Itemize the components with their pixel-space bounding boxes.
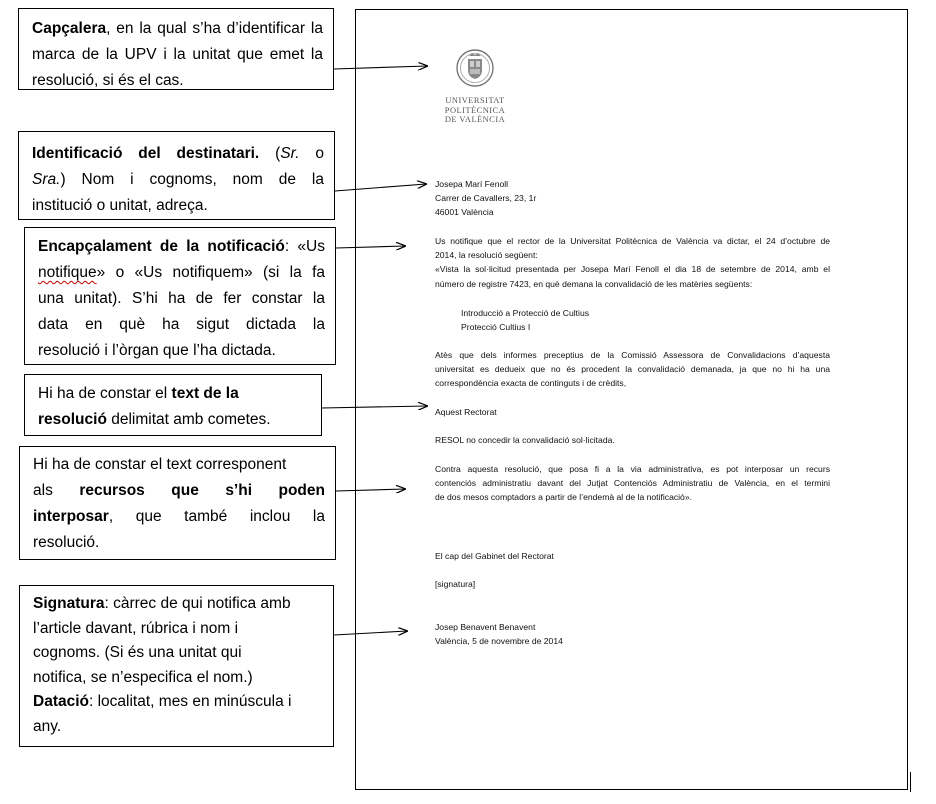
term-bold: interposar bbox=[33, 508, 109, 525]
annotation-text-box bbox=[24, 374, 322, 436]
text-run: : «Us bbox=[284, 238, 325, 255]
annotation-line: notifica, se n’especifica el nom.) bbox=[33, 668, 253, 686]
notification-intro bbox=[435, 234, 830, 291]
doc-line: Atès que dels informes preceptius de la Comissió Assessora de Convalidacions d’aquesta bbox=[435, 350, 830, 360]
text-run: : localitat, mes en minúscula i bbox=[89, 693, 292, 710]
doc-line: de dos mesos comptadors a partir de l’endemà al de la notificació». bbox=[435, 492, 692, 503]
text-run: » o «Us notifiquem» (si la fa bbox=[96, 264, 325, 281]
term-bold: Signatura bbox=[33, 595, 105, 612]
annotation-line bbox=[33, 478, 325, 504]
recipient-city: 46001 València bbox=[435, 207, 494, 218]
text-run: ( bbox=[259, 145, 281, 162]
term-bold: Identificació del destinatari. bbox=[32, 145, 260, 162]
annotation-line bbox=[32, 16, 323, 42]
text-run: Hi ha de constar el bbox=[38, 385, 172, 402]
doc-line: universitat es dedueix que no és procedent la convalidació demanada, ja que no hi ha una bbox=[435, 364, 830, 375]
annotation-line: resolució i l’òrgan que l’ha dictada. bbox=[38, 342, 276, 359]
annotation-line: cognoms. (Si és una unitat qui bbox=[33, 644, 242, 661]
term-bold: Datació bbox=[33, 693, 89, 710]
spellcheck-flagged-word: notifique bbox=[38, 264, 97, 281]
text-italic: Sr. bbox=[280, 145, 300, 162]
annotation-recipient-box bbox=[18, 131, 335, 220]
doc-line: «Vista la sol·licitud presentada per Josepa Marí Fenoll el dia 18 de setembre de 2014, amb el bbox=[435, 264, 830, 275]
doc-line: RESOL no concedir la convalidació sol·licitada. bbox=[435, 435, 615, 445]
text-run: als bbox=[33, 482, 53, 499]
term-bold: Capçalera bbox=[32, 20, 107, 37]
annotation-line bbox=[38, 234, 325, 260]
annotation-line: data en què ha sigut dictada la bbox=[38, 316, 325, 333]
doc-line: número de registre 7423, en què demana la convalidació de les matèries següents: bbox=[435, 278, 753, 289]
doc-line: contenciós administratiu davant del Jutjat Contenciós Administratiu de València, en el termini bbox=[435, 478, 830, 489]
annotation-line bbox=[33, 690, 323, 715]
signer-and-date bbox=[435, 620, 563, 648]
doc-line: Contra aquesta resolució, que posa fi a la via administrativa, es pot interposar un recurs bbox=[435, 464, 830, 474]
annotation-line: resolució. bbox=[33, 534, 100, 551]
term-bold: recursos que s’hi poden bbox=[79, 482, 325, 499]
term-bold: text de la bbox=[171, 385, 239, 402]
subject-item: Protecció Cultius I bbox=[461, 322, 531, 333]
annotation-line: marca de la UPV i la unitat que emet la bbox=[32, 46, 323, 63]
place-date: València, 5 de novembre de 2014 bbox=[435, 636, 563, 647]
doc-line: Aquest Rectorat bbox=[435, 407, 497, 417]
signer-position bbox=[435, 549, 554, 563]
document-page bbox=[355, 9, 908, 790]
doc-line: correspondència exacta de continguts i de crèdits, bbox=[435, 378, 627, 389]
annotation-line: Hi ha de constar el text corresponent bbox=[33, 456, 287, 473]
annotation-header-box bbox=[18, 8, 334, 90]
annotation-line bbox=[38, 381, 311, 407]
annotation-line bbox=[33, 592, 323, 617]
wordmark-line: DE VALÈNCIA bbox=[444, 115, 506, 125]
subject-item: Introducció a Protecció de Cultius bbox=[461, 308, 590, 318]
doc-line: [signatura] bbox=[435, 579, 476, 589]
upv-wordmark bbox=[440, 96, 510, 125]
annotation-signature-box bbox=[19, 585, 334, 747]
doc-line: 2014, la resolució següent: bbox=[435, 250, 538, 261]
recipient-name: Josepa Marí Fenoll bbox=[435, 179, 509, 189]
annotation-line: una unitat). S’hi ha de fer constar la bbox=[38, 290, 325, 307]
annotation-line: institució o unitat, adreça. bbox=[32, 197, 208, 214]
annotation-appeals-box bbox=[19, 446, 336, 560]
annotation-line: any. bbox=[33, 717, 62, 735]
term-bold: resolució bbox=[38, 411, 107, 428]
annotation-line bbox=[32, 167, 324, 193]
wordmark-line: UNIVERSITAT bbox=[445, 96, 505, 105]
term-bold: Encapçalament de la notificació bbox=[38, 238, 285, 255]
recipient-address bbox=[435, 177, 536, 220]
doc-line: El cap del Gabinet del Rectorat bbox=[435, 551, 554, 561]
text-italic: Sra. bbox=[32, 171, 61, 188]
text-run: , que també inclou la bbox=[108, 508, 325, 525]
appeal-paragraph bbox=[435, 462, 830, 505]
subjects-list bbox=[461, 306, 589, 334]
recipient-street: Carrer de Cavallers, 23, 1r bbox=[435, 193, 537, 204]
decision-line bbox=[435, 433, 615, 447]
wordmark-line: POLITÈCNICA bbox=[444, 105, 506, 115]
text-run: delimitat amb cometes. bbox=[106, 411, 271, 428]
text-run: ) Nom i cognoms, nom de la bbox=[60, 171, 324, 188]
text-run: : càrrec de qui notifica amb bbox=[104, 595, 291, 612]
text-run: o bbox=[299, 145, 324, 162]
annotation-line: resolució, si és el cas. bbox=[32, 72, 184, 89]
authority-line bbox=[435, 405, 497, 419]
annotation-line bbox=[32, 141, 324, 167]
signature-placeholder bbox=[435, 577, 475, 591]
doc-line: Us notifique que el rector de la Universitat Politècnica de València va dictar, el 24 d’octubre de bbox=[435, 236, 830, 246]
annotation-line bbox=[38, 260, 325, 286]
annotation-heading-box bbox=[24, 227, 336, 365]
text-run: , en la qual s’ha d’identificar la bbox=[106, 20, 323, 37]
annotation-line bbox=[33, 504, 325, 530]
text-cursor bbox=[910, 772, 911, 792]
annotation-line: l’article davant, rúbrica i nom i bbox=[33, 619, 239, 637]
annotation-line bbox=[38, 407, 311, 433]
reports-paragraph bbox=[435, 348, 830, 391]
signer-name: Josep Benavent Benavent bbox=[435, 622, 536, 632]
